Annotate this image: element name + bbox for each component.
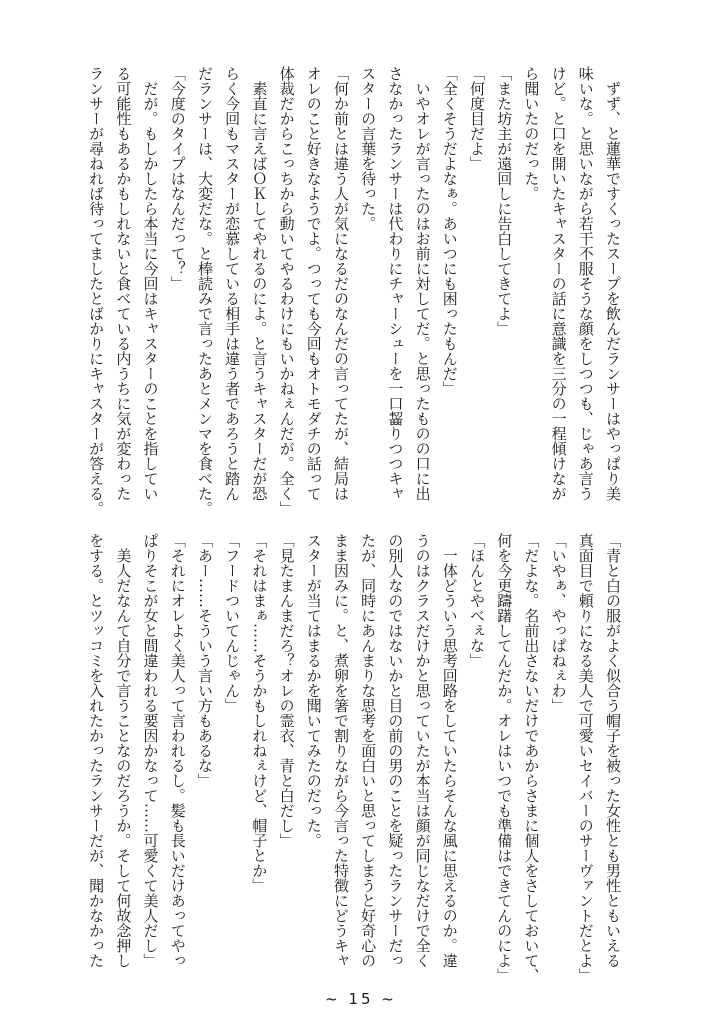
text-column: の別人なのではないかと目の前の男のことを疑ったランサーだっ: [386, 533, 405, 968]
text-column: 「あー……そういう言い方もあるな」: [195, 533, 214, 788]
text-column: ランサーが尋ねれば待ってましたとばかりにキャスターが答える。: [87, 66, 106, 516]
text-column: 味いな。と思いながら若干不服そうな顔をしつつも、じゃあ言う: [576, 66, 595, 501]
text-column: いやオレが言ったのはお前に対してだ。と思ったものの口に出: [413, 66, 432, 501]
text-block-lower: [82, 533, 626, 983]
text-column: オレのこと好きなようでよ。つっても今回もオトモダチの話って: [304, 66, 323, 501]
text-column: らく今回もマスターが恋慕している相手は違う者であろうと踏ん: [223, 66, 242, 501]
text-column: 「ほんとやべぇな」: [467, 533, 486, 668]
text-column: 「見たまんまだろ？オレの霊衣、青と白だし」: [277, 533, 296, 848]
text-column: 何を今更躊躇してんだか。オレはいつでも準備はできてんのによ」: [495, 533, 514, 983]
text-column: うのはクラスだけかと思っていたが本当は顔が同じなだけで全く: [413, 533, 432, 968]
text-column: 美人だなんて自分で言うことなのだろうか。そして何故念押し: [114, 533, 133, 968]
text-column: 「それにオレよく美人って言われるし。髪も長いだけあってやっ: [168, 533, 187, 968]
text-column: けど。と口を開いたキャスターの話に意識を三分の一程傾けなが: [549, 66, 568, 501]
text-column: 真面目で頼りになる美人で可愛いセイバーのサーヴァントだとよ」: [576, 533, 595, 983]
text-column: 「また坊主が遠回しに告白してきてよ」: [495, 66, 514, 336]
text-column: 「それはまぁ……そうかもしれねぇけど、帽子とか」: [250, 533, 269, 893]
text-column: 「いやぁ、やっぱねぇわ」: [549, 533, 568, 713]
text-column: まま因みに。と、煮卵を箸で割りながら今言った特徴にどうキャ: [331, 533, 350, 968]
text-column: 「何度目だよ」: [467, 66, 486, 171]
text-column: 「だよな。名前出さないだけであからさまに個人をさしておいて、: [522, 533, 541, 983]
text-column: さなかったランサーは代わりにチャーシューを一口齧りつつキャ: [386, 66, 405, 501]
page-number: ~ 15 ~: [325, 990, 397, 1008]
text-column: ずず、と蓮華ですくったスープを飲んだランサーはやっぱり美: [604, 66, 622, 501]
text-column: ら聞いたのだった。: [522, 66, 541, 201]
text-column: だランサーは、大変だな。と棒読みで言ったあとメンマを食べた。: [195, 66, 214, 516]
text-column: をする。とツッコミを入れたかったランサーだが、聞かなかった: [87, 533, 106, 968]
text-column: ぱりそこが女と間違われる要因かなって……可愛くて美人だし」: [141, 533, 160, 968]
text-block-upper: [82, 66, 626, 516]
text-column: たが、同時にあんまりな思考を面白いと思ってしまうと好奇心の: [359, 533, 378, 968]
text-column: 体裁だからこっちから動いてやるわけにもいかねぇんだが。全く」: [277, 66, 296, 516]
text-column: だが。もしかしたら本当に今回はキャスターのことを指してい: [141, 66, 160, 501]
text-column: 「何か前とは違う人が気になるだのなんだの言ってたが、結局は: [331, 66, 350, 501]
text-column: 一体どういう思考回路をしていたらそんな風に思えるのか。違: [440, 533, 459, 968]
text-column: スターが当てはまるかを聞いてみたのだった。: [304, 533, 323, 848]
text-column: スターの言葉を待った。: [359, 66, 378, 231]
text-column: 「フードついてんじゃん」: [223, 533, 242, 713]
text-column: る可能性もあるかもしれないと食べている内うちに気が変わった: [114, 66, 133, 501]
text-column: 素直に言えばＯＫしてやれるのによ。と言うキャスターだが恐: [250, 66, 269, 501]
text-column: 「今度のタイプはなんだって？」: [168, 66, 187, 291]
text-column: 「青と白の服がよく似合う帽子を被った女性とも男性ともいえる: [604, 533, 622, 968]
text-column: 「全くそうだよなぁ。あいつにも困ったもんだ」: [440, 66, 459, 396]
